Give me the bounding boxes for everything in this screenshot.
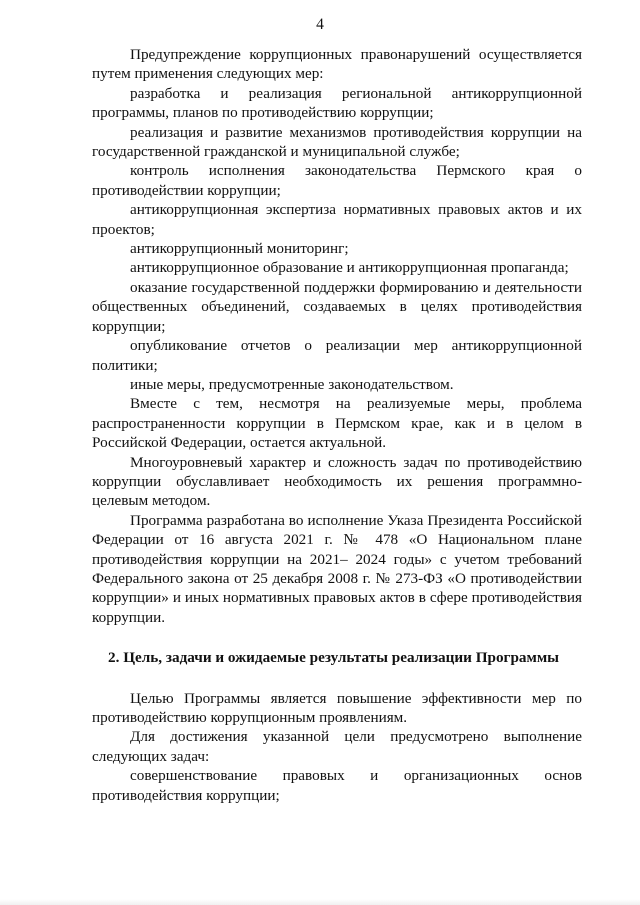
section-heading: 2. Цель, задачи и ожидаемые результаты реализации Программы <box>108 649 560 667</box>
paragraph: Для достижения указанной цели предусмотрено выполнение следующих задач: <box>92 728 582 765</box>
spacer <box>92 627 582 648</box>
paragraph: опубликование отчетов о реализации мер антикоррупционной политики; <box>92 337 582 374</box>
paragraph: оказание государственной поддержки формированию и деятельности общественных объединений, создаваемых в целях противодействия коррупции; <box>92 278 582 335</box>
scan-edge <box>0 899 640 905</box>
document-body <box>92 45 582 805</box>
paragraph: антикоррупционное образование и антикоррупционная пропаганда; <box>130 259 569 277</box>
paragraph: антикоррупционный мониторинг; <box>130 240 349 258</box>
paragraph: реализация и развитие механизмов противодействия коррупции на государственной гражданской и муниципальной службе; <box>92 123 582 161</box>
paragraph: иные меры, предусмотренные законодательством. <box>130 375 454 393</box>
paragraph: совершенствование правовых и организационных основ противодействия коррупции; <box>92 767 582 804</box>
paragraph: Предупреждение коррупционных правонарушений осуществляется путем применения следующих мер: <box>92 46 582 83</box>
paragraph: антикоррупционная экспертиза нормативных правовых актов и их проектов; <box>92 201 582 238</box>
spacer <box>92 668 582 689</box>
paragraph: Целью Программы является повышение эффективности мер по противодействию коррупционным проявлениям. <box>92 689 582 726</box>
paragraph: Программа разработана во исполнение Указа Президента Российской Федерации от 16 августа 2021 г. № 478 «О Национальном плане противодействия коррупции на 2021– 2024 годы» с учетом требований Федерального закона от 25 декабря 2008 г. № 273-ФЗ «О противодействии коррупции» и иных нормативных правовых актов в сфере противодействия коррупции. <box>92 511 582 626</box>
paragraph: разработка и реализация региональной антикоррупционной программы, планов по противодействию коррупции; <box>92 84 582 122</box>
page-number: 4 <box>316 16 324 33</box>
paragraph: Многоуровневый характер и сложность задач по противодействию коррупции обуславливает необходимость их решения программно-целевым методом. <box>92 453 582 510</box>
paragraph: контроль исполнения законодательства Пермского края о противодействии коррупции; <box>92 162 582 199</box>
paragraph: Вместе с тем, несмотря на реализуемые меры, проблема распространенности коррупции в Пермском крае, как и в целом в Российской Федерации, остается актуальной. <box>92 395 582 452</box>
